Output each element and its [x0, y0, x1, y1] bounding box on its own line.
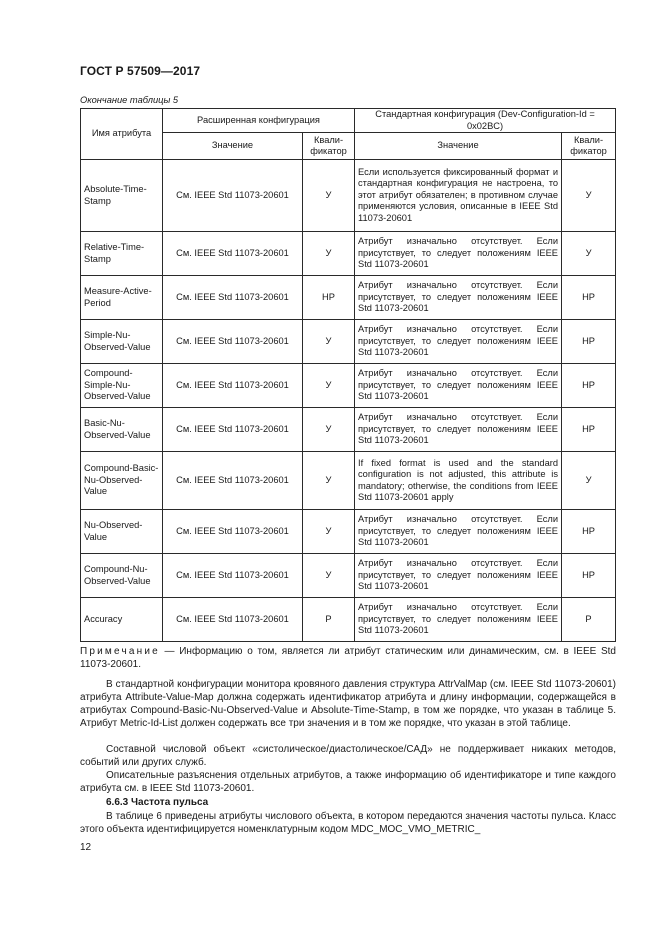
ext-qualifier-cell: У — [303, 364, 355, 408]
table-note — [80, 645, 616, 671]
attr-name-cell: Relative-Time-Stamp — [81, 232, 163, 276]
body-paragraph: Составной числовой объект «систолическое/диастолическое/САД» не поддерживает никаких методов, событий или других служб. — [80, 744, 616, 768]
table-row — [81, 598, 616, 642]
header-std-qualifier: Квали- фикатор — [562, 133, 616, 160]
ext-qualifier-cell: У — [303, 232, 355, 276]
ext-qualifier-cell: У — [303, 452, 355, 510]
ext-qualifier-cell: Р — [303, 598, 355, 642]
std-qualifier-cell: У — [562, 232, 616, 276]
ext-qualifier-cell: У — [303, 320, 355, 364]
section-heading: 6.6.3 Частота пульса — [106, 797, 209, 808]
std-value-cell: If fixed format is used and the standard configuration is not adjusted, this attribute is mandatory; otherwise, the conditions from IEEE Std 11073-20601 apply — [355, 452, 562, 510]
table-row — [81, 408, 616, 452]
std-value-cell: Атрибут изначально отсутствует. Если присутствует, то следует положениям IEEE Std 11073-20601 — [355, 408, 562, 452]
std-value-cell: Атрибут изначально отсутствует. Если присутствует, то следует положениям IEEE Std 11073-20601 — [355, 554, 562, 598]
ext-qualifier-cell: У — [303, 554, 355, 598]
std-qualifier-cell: НР — [562, 320, 616, 364]
body-paragraph: В стандартной конфигурации монитора кровяного давления структура AttrValMap (см. IEEE Std 11073-20601) атрибута Attribute-Value-Map должна содержать идентификатор атрибута и длину информации, содержащейся в атрибутах Compound-Basic-Nu-Observed-Value и Absolute-Time-Stamp, в том же порядке, что указан в таблице 5. Атрибут Metric-Id-List должен содержать все три значения и в том же порядке, что указан в этой таблице. — [80, 679, 616, 729]
header-std-value: Значение — [355, 133, 562, 160]
ext-qualifier-cell: НР — [303, 276, 355, 320]
table-caption: Окончание таблицы 5 — [80, 95, 179, 105]
attributes-table — [80, 108, 616, 642]
ext-value-cell: См. IEEE Std 11073-20601 — [163, 452, 303, 510]
ext-value-cell: См. IEEE Std 11073-20601 — [163, 160, 303, 232]
header-standard-config: Стандартная конфигурация (Dev-Configuration-Id = 0x02BC) — [355, 109, 616, 133]
ext-value-cell: См. IEEE Std 11073-20601 — [163, 232, 303, 276]
table-row — [81, 554, 616, 598]
attr-name-cell: Compound-Simple-Nu-Observed-Value — [81, 364, 163, 408]
table-row — [81, 160, 616, 232]
ext-value-cell: См. IEEE Std 11073-20601 — [163, 320, 303, 364]
std-value-cell: Атрибут изначально отсутствует. Если присутствует, то следует положениям IEEE Std 11073-20601 — [355, 364, 562, 408]
std-qualifier-cell: НР — [562, 408, 616, 452]
header-extended-config: Расширенная конфигурация — [163, 109, 355, 133]
ext-value-cell: См. IEEE Std 11073-20601 — [163, 408, 303, 452]
section-paragraph: В таблице 6 приведены атрибуты числового объекта, в котором передаются значения частоты пульса. Класс этого объекта идентифицируется номенклатурным кодом MDC_MOC_VMO_METRIC_ — [80, 811, 616, 835]
header-ext-value: Значение — [163, 133, 303, 160]
std-value-cell: Атрибут изначально отсутствует. Если присутствует, то следует положениям IEEE Std 11073-20601 — [355, 320, 562, 364]
attr-name-cell: Compound-Nu-Observed-Value — [81, 554, 163, 598]
std-qualifier-cell: У — [562, 452, 616, 510]
std-qualifier-cell: НР — [562, 364, 616, 408]
table-row — [81, 232, 616, 276]
ext-qualifier-cell: У — [303, 160, 355, 232]
std-value-cell: Если используется фиксированный формат и стандартная конфигурация не настроена, то этот атрибут обязателен; в противном случае применяются условия, описанные в IEEE Std 11073-20601 — [355, 160, 562, 232]
std-qualifier-cell: Р — [562, 598, 616, 642]
std-qualifier-cell: У — [562, 160, 616, 232]
ext-value-cell: См. IEEE Std 11073-20601 — [163, 510, 303, 554]
std-value-cell: Атрибут изначально отсутствует. Если присутствует, то следует положениям IEEE Std 11073-20601 — [355, 598, 562, 642]
ext-value-cell: См. IEEE Std 11073-20601 — [163, 554, 303, 598]
ext-qualifier-cell: У — [303, 510, 355, 554]
attr-name-cell: Basic-Nu-Observed-Value — [81, 408, 163, 452]
page-number: 12 — [80, 842, 92, 853]
table-row — [81, 364, 616, 408]
attr-name-cell: Accuracy — [81, 598, 163, 642]
attr-name-cell: Measure-Active-Period — [81, 276, 163, 320]
std-value-cell: Атрибут изначально отсутствует. Если присутствует, то следует положениям IEEE Std 11073-20601 — [355, 276, 562, 320]
body-paragraph: Описательные разъяснения отдельных атрибутов, а также информацию об идентификаторе и типе каждого атрибута см. в IEEE Std 11073-20601. — [80, 770, 616, 794]
note-text: — Информацию о том, является ли атрибут статическим или динамическим, см. в IEEE Std 11073-20601. — [80, 646, 616, 670]
std-value-cell: Атрибут изначально отсутствует. Если присутствует, то следует положениям IEEE Std 11073-20601 — [355, 510, 562, 554]
attr-name-cell: Absolute-Time-Stamp — [81, 160, 163, 232]
table-row — [81, 510, 616, 554]
note-label: Примечание — [80, 646, 160, 657]
table-row — [81, 320, 616, 364]
attr-name-cell: Simple-Nu-Observed-Value — [81, 320, 163, 364]
ext-value-cell: См. IEEE Std 11073-20601 — [163, 598, 303, 642]
std-qualifier-cell: НР — [562, 554, 616, 598]
attr-name-cell: Compound-Basic-Nu-Observed-Value — [81, 452, 163, 510]
std-qualifier-cell: НР — [562, 510, 616, 554]
ext-value-cell: См. IEEE Std 11073-20601 — [163, 364, 303, 408]
std-qualifier-cell: НР — [562, 276, 616, 320]
table-row — [81, 276, 616, 320]
ext-qualifier-cell: У — [303, 408, 355, 452]
document-header: ГОСТ Р 57509—2017 — [80, 64, 201, 78]
table-row — [81, 452, 616, 510]
ext-value-cell: См. IEEE Std 11073-20601 — [163, 276, 303, 320]
std-value-cell: Атрибут изначально отсутствует. Если присутствует, то следует положениям IEEE Std 11073-20601 — [355, 232, 562, 276]
header-ext-qualifier: Квали- фикатор — [303, 133, 355, 160]
attr-name-cell: Nu-Observed-Value — [81, 510, 163, 554]
header-attr-name: Имя атрибута — [81, 109, 163, 160]
